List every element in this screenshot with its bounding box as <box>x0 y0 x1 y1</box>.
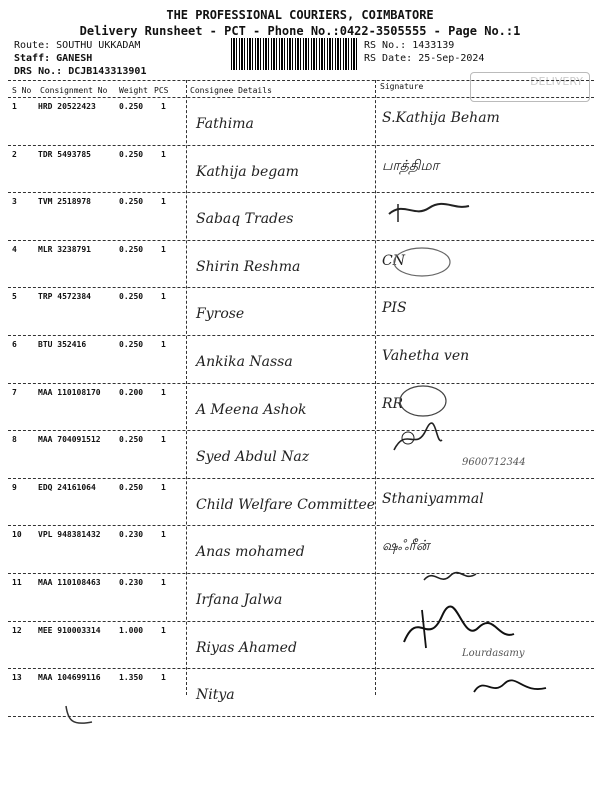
cell-consignment: MAA 110108170 <box>38 387 101 397</box>
rs-no-label: RS No.: <box>364 40 407 51</box>
cell-pcs: 1 <box>161 387 166 397</box>
margin-mark <box>58 700 98 730</box>
table-row <box>0 336 600 384</box>
cell-pcs: 1 <box>161 340 166 349</box>
rs-no-value: 1433139 <box>412 40 455 51</box>
cell-sno: 9 <box>12 482 17 492</box>
cell-sno: 1 <box>12 102 17 111</box>
route-label: Route: <box>14 40 51 51</box>
cell-consignment: BTU 352416 <box>38 340 87 349</box>
cell-signature: CN <box>382 252 405 269</box>
cell-consignment: TVM 2518978 <box>38 197 91 207</box>
col-header-consignee: Consignee Details <box>190 86 272 95</box>
cell-pcs: 1 <box>161 292 166 302</box>
cell-sno: 5 <box>12 292 17 302</box>
signature-circle-row-7 <box>398 384 448 418</box>
cell-weight: 1.000 <box>119 625 144 635</box>
cell-consignment: TDR 5493785 <box>38 149 91 159</box>
table-top-rule <box>8 80 594 81</box>
route-line <box>14 40 140 51</box>
cell-pcs: 1 <box>161 482 166 492</box>
signature-circle-row-4 <box>392 246 452 278</box>
rs-no-line <box>364 40 454 51</box>
cell-consignment: VPL 948381432 <box>38 530 101 540</box>
cell-consignment: HRD 20522423 <box>38 102 96 111</box>
cell-weight: 0.230 <box>119 530 144 540</box>
cell-signature: S.Kathija Beham <box>382 110 500 126</box>
cell-pcs: 1 <box>161 673 166 683</box>
table-row <box>0 193 600 241</box>
cell-weight: 0.250 <box>119 292 144 302</box>
cell-consignment: MEE 910003314 <box>38 625 101 635</box>
table-row <box>0 479 600 527</box>
signature-scribble-row-12 <box>398 604 518 652</box>
cell-signature: Sthaniyammal <box>382 490 484 507</box>
cell-sno: 12 <box>12 625 22 635</box>
drs-line <box>14 66 146 77</box>
cell-consignment: MLR 3238791 <box>38 244 91 254</box>
cell-consignment: MAA 704091512 <box>38 435 101 445</box>
cell-signature: Vahetha ven <box>382 348 470 364</box>
cell-weight: 0.250 <box>119 435 144 445</box>
cell-sno: 10 <box>12 530 22 540</box>
cell-signature: பாத்திமா <box>382 157 439 174</box>
cell-weight: 0.250 <box>119 149 144 159</box>
cell-sno: 2 <box>12 149 17 159</box>
cell-consignment: TRP 4572384 <box>38 292 91 302</box>
col-header-sno: S No <box>12 86 32 95</box>
cell-consignee: Nitya <box>196 687 235 704</box>
cell-consignee: Fathima <box>196 116 254 132</box>
table-row <box>0 241 600 289</box>
cell-sno: 3 <box>12 197 17 207</box>
cell-consignee: Kathija begam <box>196 163 299 180</box>
cell-consignee: Child Welfare Committee <box>196 496 376 513</box>
drs-label: DRS No.: <box>14 66 63 77</box>
rs-date-line <box>364 53 484 64</box>
cell-weight: 0.250 <box>119 197 144 207</box>
table-row <box>0 288 600 336</box>
table-row <box>0 146 600 194</box>
cell-consignee: Irfana Jalwa <box>196 592 283 608</box>
runsheet-subtitle: Delivery Runsheet - PCT - Phone No.:0422-3505555 - Page No.:1 <box>79 24 521 38</box>
table-row <box>0 98 600 146</box>
cell-consignee: Fyrose <box>196 306 245 323</box>
cell-sno: 8 <box>12 435 17 445</box>
cell-sno: 6 <box>12 340 17 349</box>
cell-pcs: 1 <box>161 578 166 587</box>
col-header-pcs: PCS <box>154 86 169 95</box>
cell-pcs: 1 <box>161 625 166 635</box>
col-header-weight: Weight <box>119 86 148 95</box>
cell-signature: PIS <box>382 300 407 317</box>
cell-consignee: A Meena Ashok <box>196 401 307 418</box>
cell-weight: 1.350 <box>119 673 144 683</box>
cell-consignee: Shirin Reshma <box>196 258 301 275</box>
cell-consignee: Riyas Ahamed <box>196 639 297 656</box>
route-value: SOUTHU UKKADAM <box>56 40 141 51</box>
cell-pcs: 1 <box>161 197 166 207</box>
cell-pcs: 1 <box>161 244 166 254</box>
cell-sno: 13 <box>12 673 22 683</box>
rs-date-label: RS Date: <box>364 53 413 64</box>
cell-weight: 0.230 <box>119 578 144 587</box>
cell-weight: 0.200 <box>119 387 144 397</box>
cell-pcs: 1 <box>161 102 166 111</box>
barcode <box>231 38 359 70</box>
signature-scribble-row-13 <box>470 672 550 700</box>
rs-date-value: 25-Sep-2024 <box>418 53 485 64</box>
delivery-stamp: DELIVERY <box>470 72 590 102</box>
cell-weight: 0.250 <box>119 340 144 349</box>
table-row <box>0 384 600 432</box>
cell-sno: 4 <box>12 244 17 254</box>
cell-consignee: Ankika Nassa <box>196 354 293 370</box>
cell-weight: 0.250 <box>119 244 144 254</box>
cell-consignment: MAA 104699116 <box>38 673 101 683</box>
cell-pcs: 1 <box>161 435 166 445</box>
staff-value: GANESH <box>56 53 93 64</box>
drs-value: DCJB143313901 <box>68 66 147 77</box>
table-row <box>0 431 600 479</box>
cell-consignee: Syed Abdul Naz <box>196 449 310 466</box>
cell-consignment: MAA 110108463 <box>38 578 101 587</box>
cell-sno: 7 <box>12 387 17 397</box>
col-header-consignment: Consignment No <box>40 86 108 95</box>
company-name: THE PROFESSIONAL COURIERS, COIMBATORE <box>166 8 434 22</box>
cell-extra-note: 9600712344 <box>462 457 526 469</box>
signature-scribble-row-11 <box>420 566 480 588</box>
cell-signature: RR <box>382 395 404 412</box>
staff-label: Staff: <box>14 53 51 64</box>
signature-scribble-row-3 <box>384 196 474 226</box>
table-row <box>0 526 600 574</box>
cell-consignment: EDQ 24161064 <box>38 482 96 492</box>
cell-weight: 0.250 <box>119 102 144 111</box>
cell-weight: 0.250 <box>119 482 144 492</box>
cell-signature: ஷஃரீன் <box>382 538 430 555</box>
staff-line <box>14 53 92 64</box>
cell-pcs: 1 <box>161 149 166 159</box>
cell-pcs: 1 <box>161 530 166 540</box>
col-header-signature: Signature <box>380 82 424 91</box>
cell-extra-note: Lourdasamy <box>462 647 525 659</box>
cell-consignee: Anas mohamed <box>196 544 305 561</box>
cell-sno: 11 <box>12 578 22 587</box>
signature-scribble-row-8 <box>386 422 446 456</box>
cell-consignee: Sabaq Trades <box>196 211 294 228</box>
